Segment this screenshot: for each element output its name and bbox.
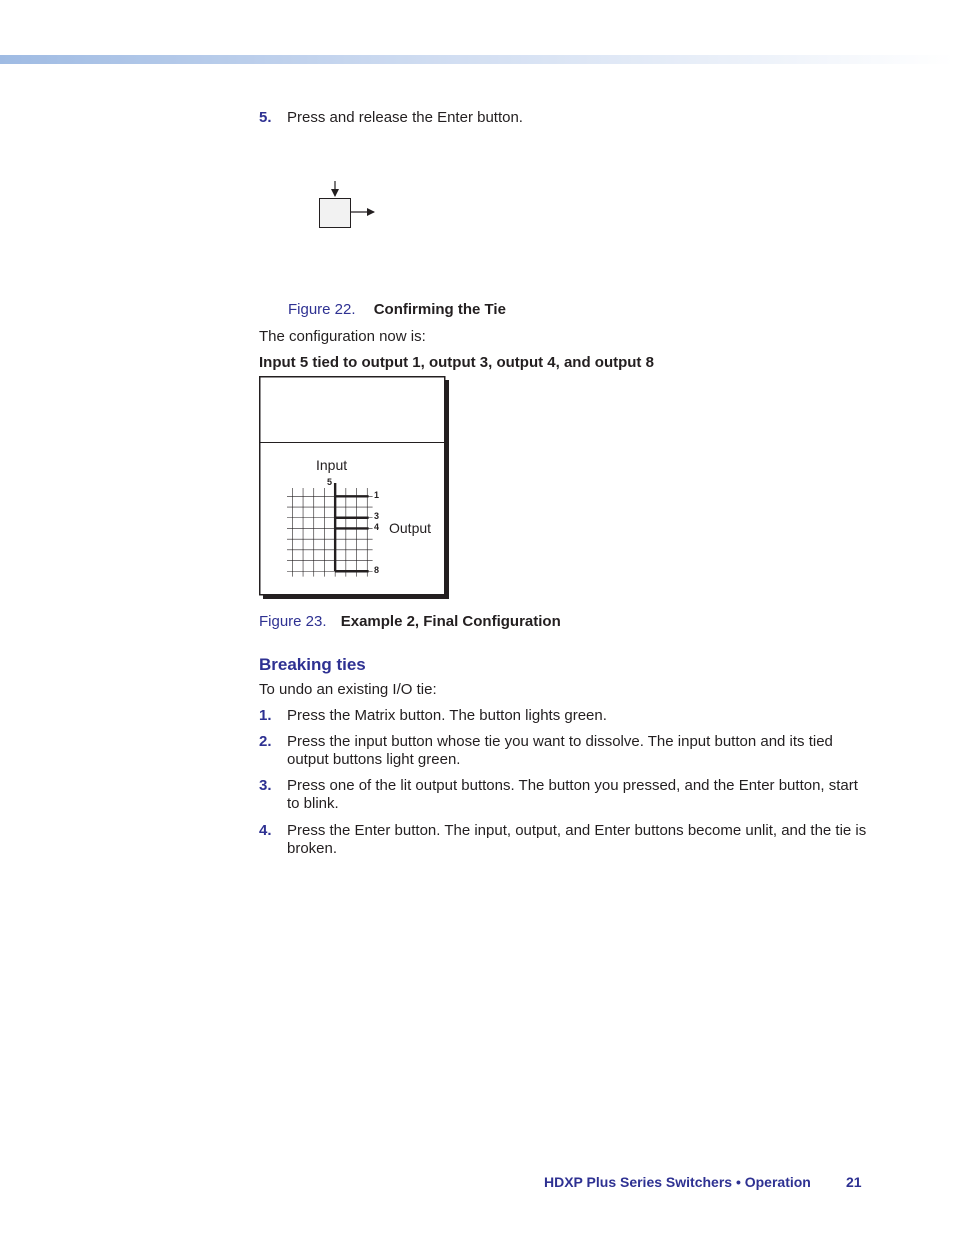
step-number: 5. [259, 109, 272, 126]
output-number-1: 1 [374, 490, 380, 500]
output-number-4: 4 [374, 522, 380, 532]
output-number-3: 3 [374, 511, 380, 521]
step-text: Press the Enter button. The input, output, and Enter buttons become unlit, and the tie is broken. [287, 822, 867, 857]
step-text: Press and release the Enter button. [287, 109, 523, 126]
figure-22-caption [288, 301, 506, 318]
header-band [0, 55, 954, 64]
config-intro: The configuration now is: [259, 328, 426, 345]
config-summary: Input 5 tied to output 1, output 3, output 4, and output 8 [259, 354, 654, 371]
figure-23-panel [259, 376, 447, 597]
section-heading: Breaking ties [259, 655, 366, 674]
input-label: Input [316, 457, 348, 473]
output-number-8: 8 [374, 565, 380, 575]
figure-23-caption [259, 613, 561, 630]
step-text: Press one of the lit output buttons. The button you pressed, and the Enter button, start to blink. [287, 777, 858, 812]
step-number: 3. [259, 777, 272, 794]
step-number: 4. [259, 822, 272, 839]
input-number: 5 [327, 477, 333, 487]
enter-button-diagram [300, 175, 400, 235]
figure-number: Figure 22. [288, 301, 356, 318]
step-number: 1. [259, 707, 272, 724]
step-number: 2. [259, 733, 272, 750]
section-intro: To undo an existing I/O tie: [259, 681, 437, 698]
footer-title: HDXP Plus Series Switchers • Operation [544, 1174, 811, 1190]
figure-number: Figure 23. [259, 613, 327, 630]
output-label: Output [389, 520, 432, 536]
enter-button-box [320, 199, 351, 228]
figure-title: Example 2, Final Configuration [340, 613, 561, 630]
step-text: Press the input button whose tie you want to dissolve. The input button and its tied output buttons light green. [287, 733, 833, 768]
page-number: 21 [846, 1174, 862, 1190]
step-text: Press the Matrix button. The button lights green. [287, 707, 607, 724]
figure-title: Confirming the Tie [373, 301, 506, 318]
